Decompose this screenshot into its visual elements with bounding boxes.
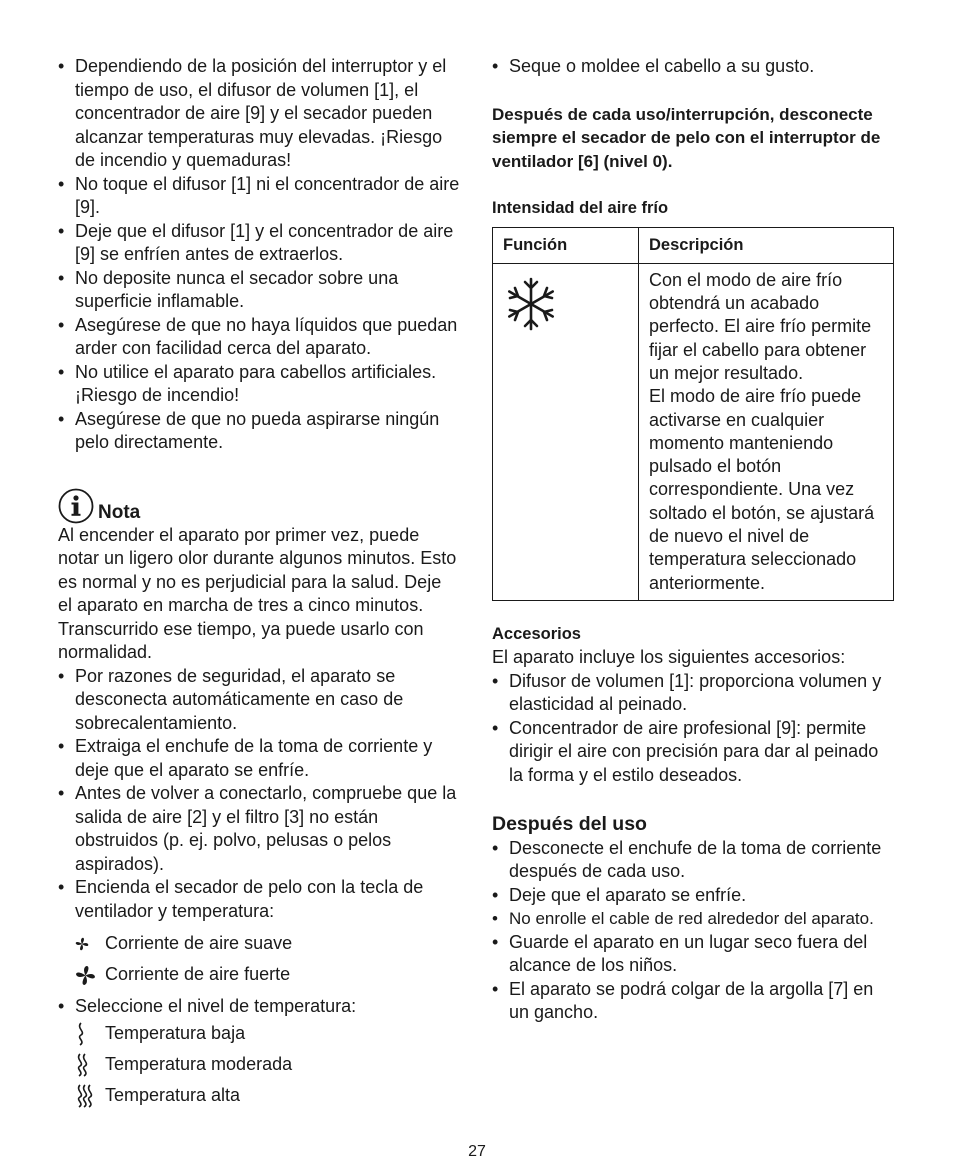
temperature-level-high — [58, 1081, 460, 1112]
temperature-level-label: Temperatura alta — [105, 1085, 241, 1106]
table-header-function: Función — [493, 227, 639, 263]
step-list — [58, 665, 460, 924]
list-item: • Encienda el secador de pelo con la tecla de ventilador y temperatura: — [58, 876, 460, 923]
accessories-list — [492, 670, 896, 788]
list-item: • Difusor de volumen [1]: proporciona volumen y elasticidad al peinado. — [492, 670, 896, 717]
after-each-use-warning: Después de cada uso/interrupción, desconecte siempre el secador de pelo con el interruptor de ventilador [6] (nivel 0). — [492, 104, 881, 171]
list-item: • Asegúrese de que no haya líquidos que puedan arder con facilidad cerca del aparato. — [58, 314, 460, 361]
table-header-row — [493, 227, 894, 263]
fan-level-label: Corriente de aire suave — [105, 933, 293, 954]
temperature-level-label: Temperatura moderada — [105, 1054, 293, 1075]
fan-small-icon — [75, 937, 105, 951]
list-item: • Deje que el difusor [1] y el concentrador de aire [9] se enfríen antes de extraerlos. — [58, 220, 460, 267]
info-icon — [58, 488, 94, 524]
list-item: • El aparato se podrá colgar de la argolla [7] en un gancho. — [492, 978, 896, 1025]
snowflake-icon — [503, 316, 559, 336]
fan-level-soft — [58, 929, 460, 959]
table-row — [493, 263, 894, 600]
list-item: • Guarde el aparato en un lugar seco fuera del alcance de los niños. — [492, 931, 896, 978]
temperature-level-label: Temperatura baja — [105, 1023, 246, 1044]
list-item: • Desconecte el enchufe de la toma de corriente después de cada uso. — [492, 837, 896, 884]
heat-three-waves-icon — [75, 1084, 105, 1108]
temperature-level-moderate — [58, 1050, 460, 1081]
list-item: • No deposite nunca el secador sobre una superficie inflamable. — [58, 267, 460, 314]
cold-air-title: Intensidad del aire frío — [492, 199, 669, 217]
fan-level-strong — [58, 959, 460, 991]
note-text: Al encender el aparato por primer vez, puede notar un ligero olor durante algunos minutos. Esto es normal y no es perjudicial para la salud. Deje el aparato en marcha de tres a cinco minutos. Transcurrido ese tiempo, ya puede usarlo con normalidad. — [58, 524, 457, 662]
list-item: • Concentrador de aire profesional [9]: permite dirigir el aire con precisión para dar al peinado la forma y el estilo deseados. — [492, 717, 896, 788]
heat-one-wave-icon — [75, 1022, 105, 1046]
list-item: • Asegúrese de que no pueda aspirarse ningún pelo directamente. — [58, 408, 460, 455]
cold-air-description: El modo de aire frío puede activarse en cualquier momento manteniendo pulsado el botón correspondiente. Una vez soltado el botón, se ajustará de nuevo el nivel de temperatura seleccionado anteriormente. — [649, 386, 875, 593]
table-cell-function — [493, 263, 639, 600]
page-number: 27 — [468, 1143, 486, 1160]
list-item: • Seque o moldee el cabello a su gusto. — [492, 55, 896, 79]
table-header-description: Descripción — [639, 227, 894, 263]
style-list — [492, 55, 896, 79]
heat-two-waves-icon — [75, 1053, 105, 1077]
list-item: • Extraiga el enchufe de la toma de corriente y deje que el aparato se enfríe. — [58, 735, 460, 782]
list-item: • Seleccione el nivel de temperatura: — [58, 995, 460, 1019]
list-item: • No utilice el aparato para cabellos artificiales. ¡Riesgo de incendio! — [58, 361, 460, 408]
fan-large-icon — [75, 965, 105, 986]
after-use-title: Después del uso — [492, 813, 647, 836]
list-item: • No toque el difusor [1] ni el concentrador de aire [9]. — [58, 173, 460, 220]
list-item: • No enrolle el cable de red alrededor del aparato. — [492, 907, 896, 931]
note-title: Nota — [98, 501, 141, 523]
fan-level-list — [58, 929, 460, 991]
list-item: • Deje que el aparato se enfríe. — [492, 884, 896, 908]
temperature-step — [58, 995, 460, 1019]
after-use-list — [492, 837, 896, 1025]
cold-air-table — [492, 227, 894, 601]
note-heading — [58, 488, 460, 524]
temperature-level-list — [58, 1019, 460, 1112]
cold-air-description: Con el modo de aire frío obtendrá un acabado perfecto. El aire frío permite fijar el cabello para obtener un mejor resultado. — [649, 269, 872, 383]
right-column — [492, 55, 896, 1025]
table-cell-description — [639, 263, 894, 600]
list-item: • Dependiendo de la posición del interruptor y el tiempo de uso, el difusor de volumen [1], el concentrador de aire [9] y el secador pueden alcanzar temperaturas muy elevadas. ¡Riesgo de incendio y quemaduras! — [58, 55, 460, 173]
left-column — [58, 55, 460, 1112]
accessories-intro: El aparato incluye los siguientes accesorios: — [492, 647, 846, 668]
fan-level-label: Corriente de aire fuerte — [105, 964, 291, 985]
accessories-title: Accesorios — [492, 624, 581, 643]
warning-list — [58, 55, 460, 455]
temperature-level-low — [58, 1019, 460, 1050]
list-item: • Antes de volver a conectarlo, compruebe que la salida de aire [2] y el filtro [3] no están obstruidos (p. ej. polvo, pelusas o pelos aspirados). — [58, 782, 460, 876]
list-item: • Por razones de seguridad, el aparato se desconecta automáticamente en caso de sobrecalentamiento. — [58, 665, 460, 736]
